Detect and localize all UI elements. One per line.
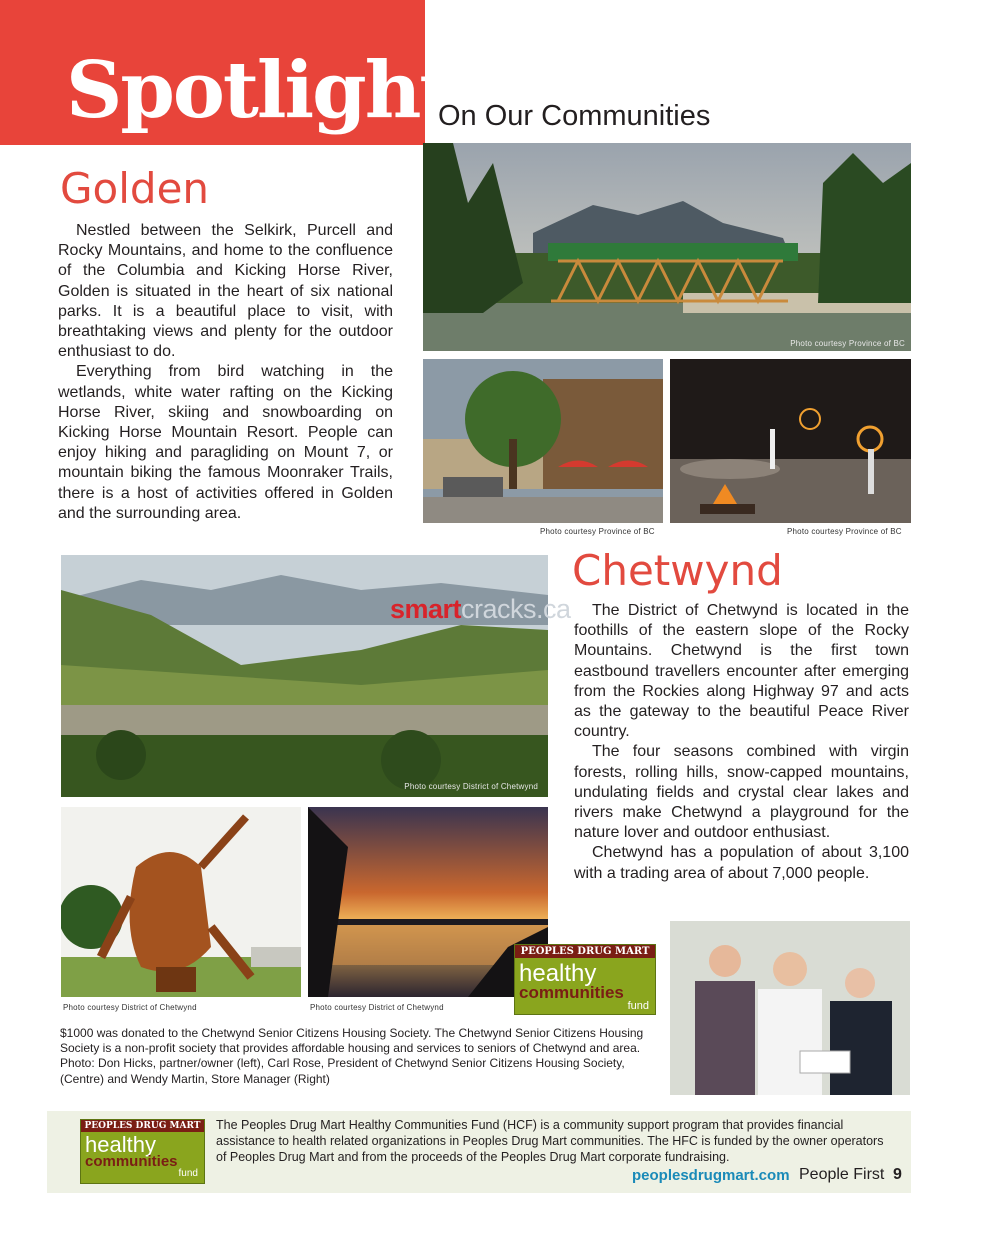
- hcf-logo: [514, 944, 656, 1015]
- hcf-logo-fund: fund: [627, 1000, 649, 1012]
- chetwynd-sunset-photo: [308, 807, 548, 997]
- hcf-logo-healthy: healthy: [85, 1132, 156, 1157]
- page-subtitle: On Our Communities: [438, 100, 711, 132]
- footer-website-link[interactable]: peoplesdrugmart.com: [632, 1167, 790, 1184]
- golden-paragraph-1: Nestled between the Selkirk, Purcell and Rocky Mountains, and home to the confluence of the Columbia and Kicking Horse River, Golden is situated in the heart of six national parks. It is a beautiful place to visit, with breathtaking views and plenty for the outdoor enthusiast to do.: [58, 222, 393, 361]
- photo-credit: Photo courtesy District of Chetwynd: [63, 1003, 197, 1012]
- hcf-logo-communities: communities: [519, 983, 624, 1002]
- footer-description: The Peoples Drug Mart Healthy Communities Fund (HCF) is a community support program that provides financial assistance to health related organizations in Peoples Drug Mart communities. The HFC is funded by the owner operators of Peoples Drug Mart and from the proceeds of the Peoples Drug Mart corporate fundraising.: [216, 1118, 884, 1164]
- publication-name: People First: [799, 1166, 885, 1183]
- donation-photo: [670, 921, 910, 1095]
- golden-fire-photo: [670, 359, 911, 523]
- hcf-logo-brand: PEOPLES DRUG MART: [515, 945, 655, 958]
- chetwynd-heading: Chetwynd: [572, 546, 783, 595]
- hcf-logo-communities: communities: [85, 1153, 178, 1170]
- photo-credit: Photo courtesy District of Chetwynd: [404, 782, 538, 791]
- golden-street-photo: [423, 359, 663, 523]
- donation-caption: $1000 was donated to the Chetwynd Senior Citizens Housing Society. The Chetwynd Senior Citizens Housing Society is a non-profit society that provides affordable housing and services to seniors of Chetwynd and area. Photo: Don Hicks, partner/owner (left), Carl Rose, President of Chetwynd Senior Citizens Housing Society, (Centre) and Wendy Martin, Store Manager (Right): [60, 1026, 644, 1086]
- photo-credit: Photo courtesy Province of BC: [790, 339, 905, 348]
- photo-credit: Photo courtesy Province of BC: [540, 527, 655, 536]
- golden-paragraph-2: Everything from bird watching in the wetlands, white water rafting on the Kicking Horse River, skiing and snowboarding on Kicking Horse Mountain Resort. People can enjoy hiking and paragliding on Mount 7, or mountain biking the famous Moonraker Trails, there is a host of activities offered in Golden and the surrounding area.: [58, 363, 393, 522]
- chetwynd-valley-photo: [61, 555, 548, 797]
- hcf-logo-healthy: healthy: [519, 960, 597, 987]
- chetwynd-paragraph-2: The four seasons combined with virgin forests, rolling hills, snow-capped mountains, undulating fields and crystal clear lakes and rivers make Chetwynd a playground for the nature lover and outdoor enthusiast.: [574, 743, 909, 842]
- hcf-logo-fund: fund: [178, 1168, 198, 1179]
- photo-credit: Photo courtesy Province of BC: [787, 527, 902, 536]
- hcf-logo: [80, 1119, 205, 1184]
- hcf-logo-brand: PEOPLES DRUG MART: [81, 1120, 204, 1132]
- chetwynd-paragraph-1: The District of Chetwynd is located in the foothills of the eastern slope of the Rocky Mountains. Chetwynd is the first town eastbound travellers encounter after emerging from the Rockies along Highway 97 and acts as the gateway to the beautiful Peace River country.: [574, 602, 909, 741]
- golden-body: [58, 221, 393, 524]
- page-title: Spotlight: [66, 45, 454, 136]
- chetwynd-paragraph-3: Chetwynd has a population of about 3,100 with a trading area of about 7,000 people.: [574, 844, 909, 882]
- watermark-part1: smart: [390, 594, 462, 624]
- golden-heading: Golden: [60, 164, 210, 213]
- watermark: [390, 594, 571, 625]
- golden-bridge-photo: [423, 143, 911, 351]
- photo-credit: Photo courtesy District of Chetwynd: [310, 1003, 444, 1012]
- chetwynd-carving-photo: [61, 807, 301, 997]
- page-number: 9: [893, 1166, 902, 1183]
- watermark-part2: cracks.ca: [461, 594, 571, 624]
- chetwynd-body: [574, 601, 909, 884]
